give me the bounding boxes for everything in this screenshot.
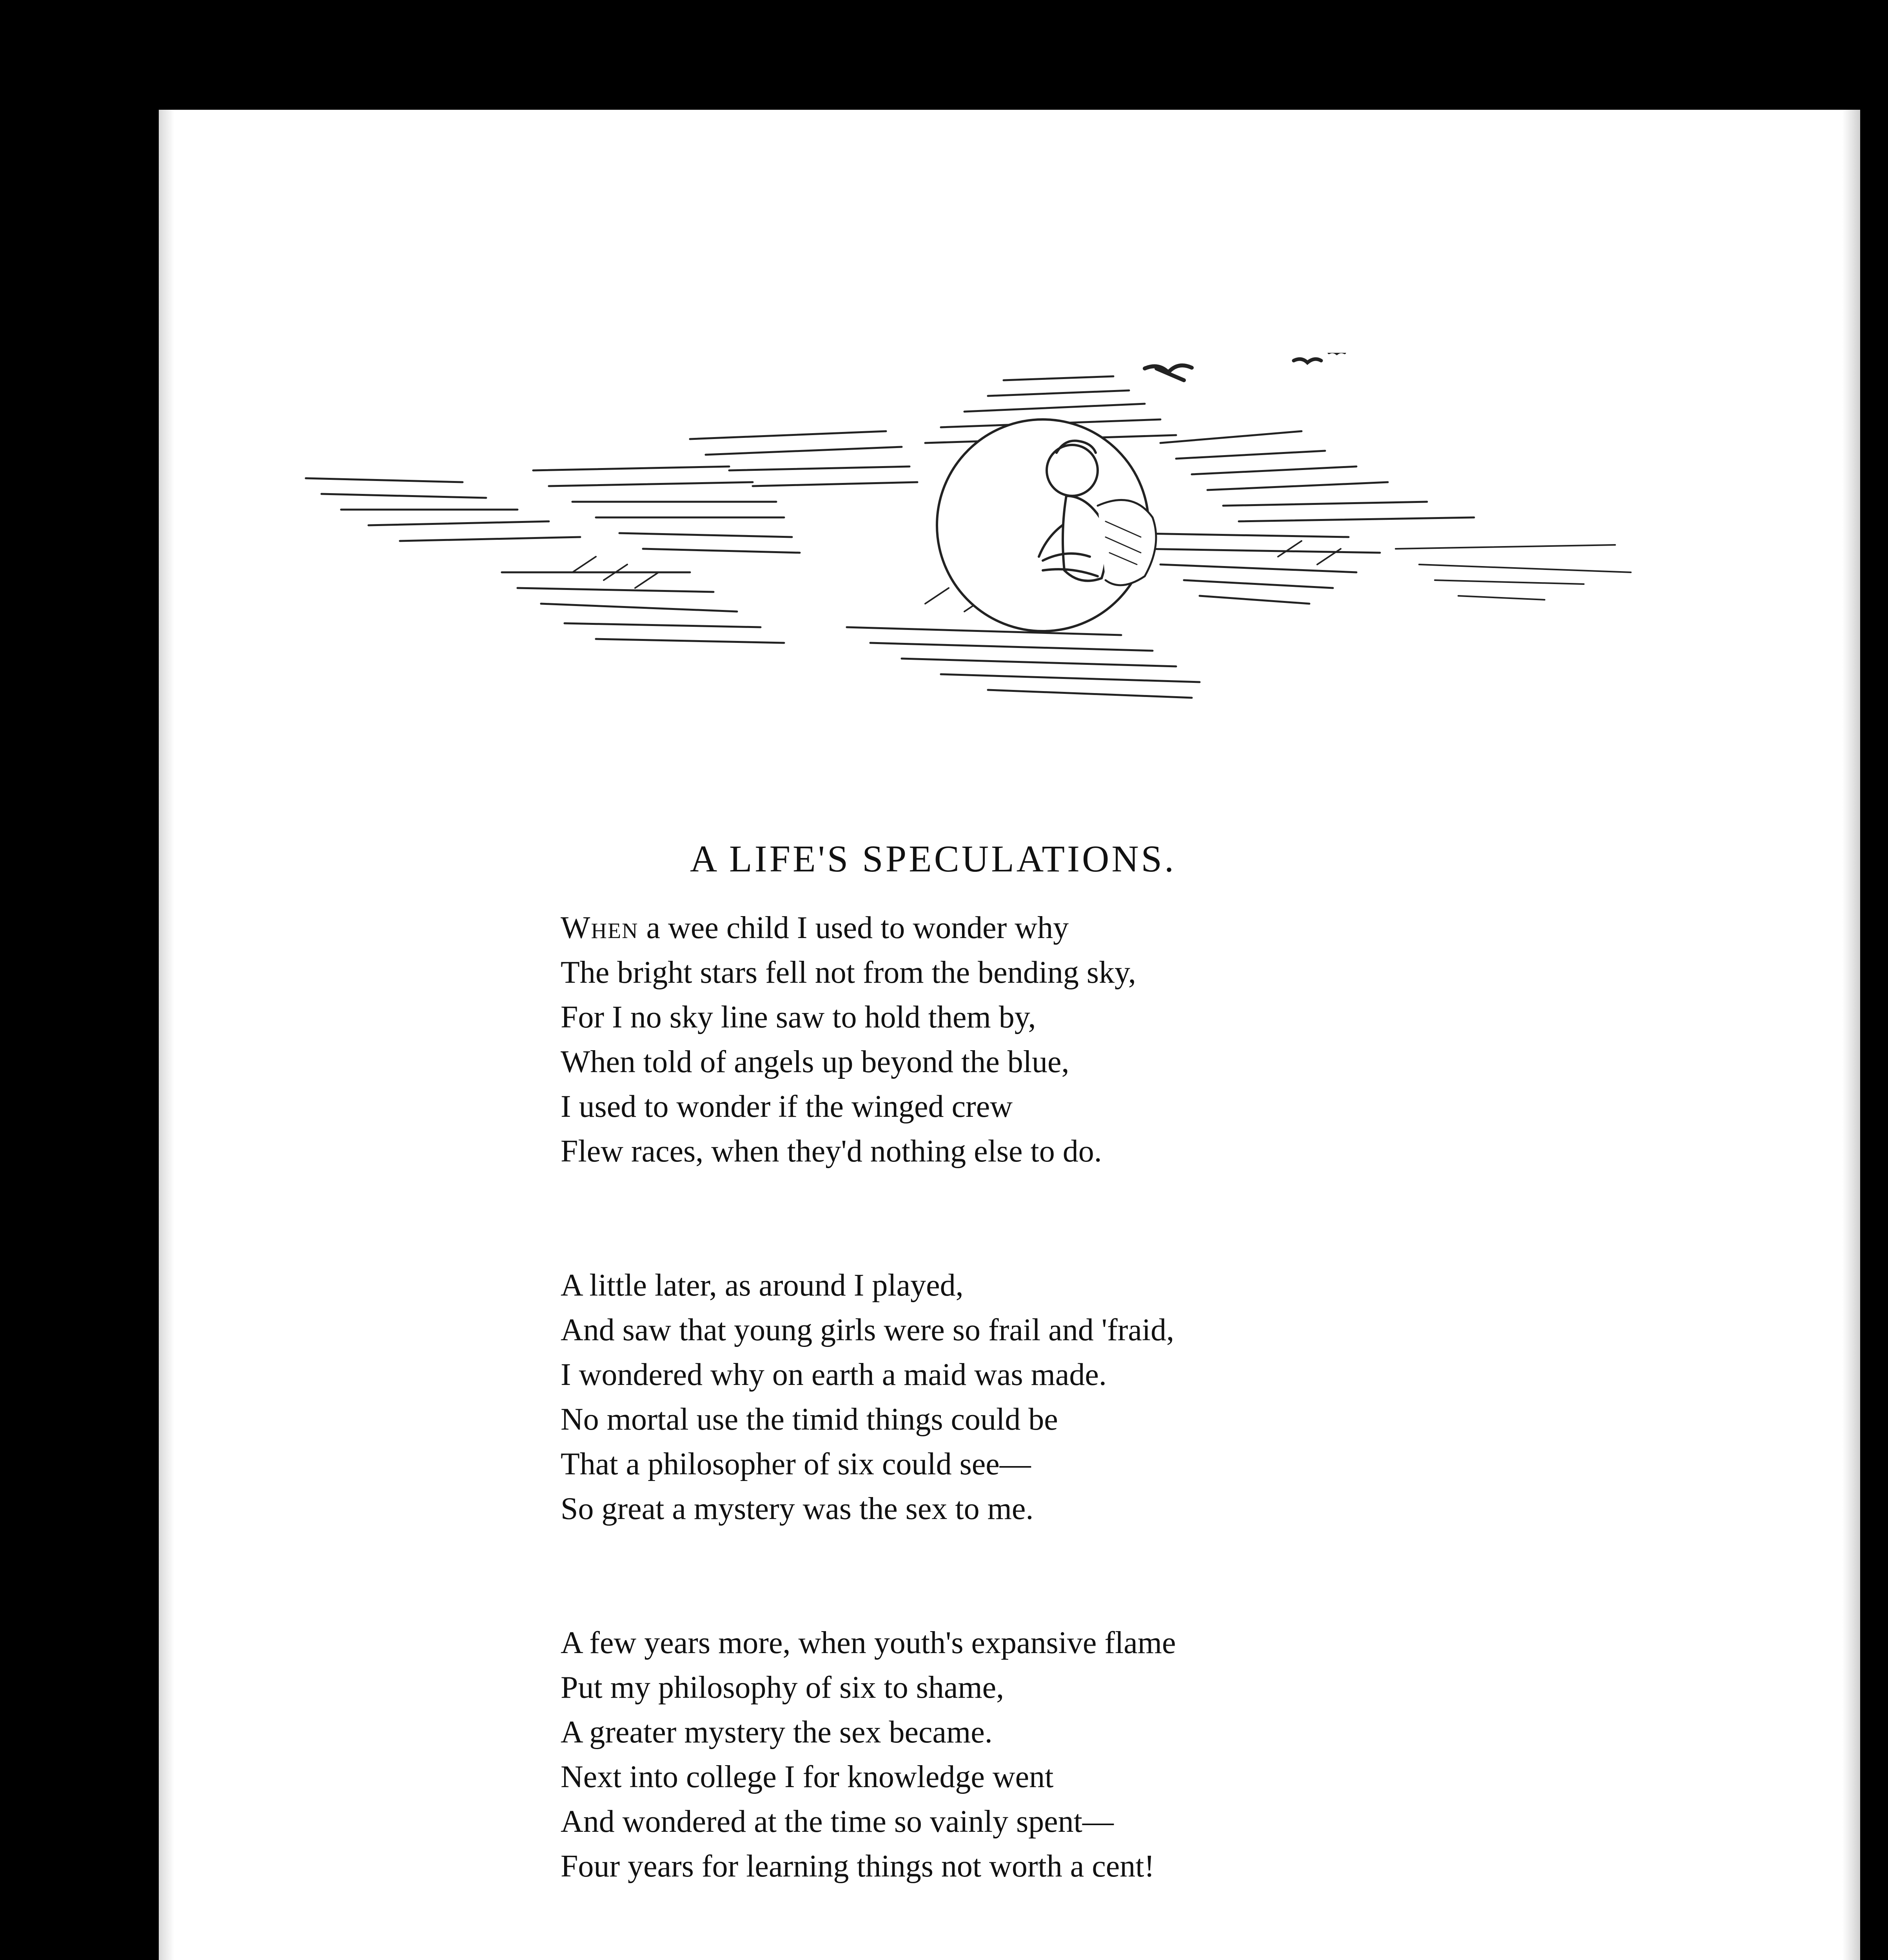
page-left-edge — [159, 110, 174, 1960]
poem-line: And wondered at the time so vainly spent— — [561, 1804, 1114, 1839]
poem-line: A greater mystery the sex became. — [561, 1715, 993, 1749]
poem-line: And saw that young girls were so frail and 'fraid, — [561, 1313, 1175, 1347]
stanza-1 — [561, 906, 1384, 1174]
poem-line: When told of angels up beyond the blue, — [561, 1045, 1069, 1079]
poem-line: I used to wonder if the winged crew — [561, 1089, 1013, 1124]
poem-line: Next into college I for knowledge went — [561, 1760, 1054, 1794]
page-right-edge — [1843, 110, 1860, 1960]
drop-word: When — [561, 911, 639, 945]
poem-line: Four years for learning things not worth a cent! — [561, 1849, 1155, 1884]
stanza-3 — [561, 1621, 1384, 1889]
poem-line — [561, 906, 1384, 950]
poem-line: That a philosopher of six could see— — [561, 1447, 1031, 1481]
poem-body — [561, 906, 1384, 1960]
poem-line: A few years more, when youth's expansive flame — [561, 1626, 1176, 1660]
line-rest: a wee child I used to wonder why — [638, 911, 1069, 945]
poem-line: No mortal use the timid things could be — [561, 1402, 1058, 1437]
poem-line: Put my philosophy of six to shame, — [561, 1670, 1004, 1705]
stanza-2 — [561, 1263, 1384, 1531]
poem-line: For I no sky line saw to hold them by, — [561, 1000, 1036, 1034]
cherub-cloud-illustration — [298, 353, 1639, 721]
poem-title: A LIFE'S SPECULATIONS. — [690, 838, 1176, 880]
poem-line: The bright stars fell not from the bending sky, — [561, 955, 1136, 990]
poem-line: Flew races, when they'd nothing else to do. — [561, 1134, 1102, 1169]
poem-line: A little later, as around I played, — [561, 1268, 964, 1303]
poem-line: I wondered why on earth a maid was made. — [561, 1357, 1107, 1392]
poem-line: So great a mystery was the sex to me. — [561, 1492, 1034, 1526]
